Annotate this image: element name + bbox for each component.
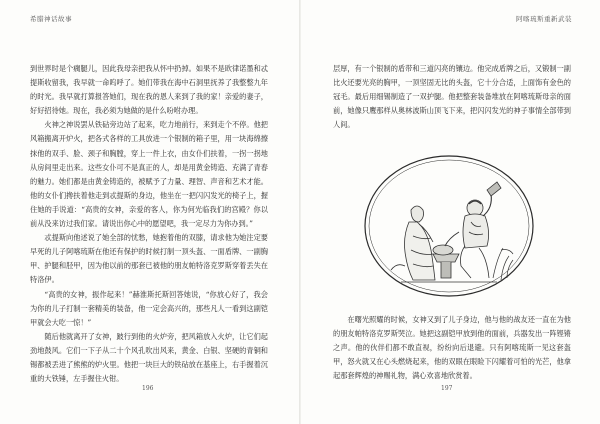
running-header: 希腊神话故事 — [30, 15, 72, 23]
paragraph: 在曙光照耀的时候，女神又到了儿子身边，他与他的战友还一直在为他的朋友帕特洛克罗斯哭泣。她把这副铠甲放到他的面前，兵器发出一阵铿锵之声。他的伙伴们都不敢直视，纷纷向后退避。只有阿喀琉斯一见这套盔甲，怒火就又在心头燃烧起来，他的双眼在眼睑下闪耀着可怕的光芒，他拿起那套辉煌的神赐礼物，满心欢喜地欣赏着。 — [333, 315, 571, 381]
body-text — [30, 62, 268, 386]
page-number: 197 — [441, 385, 453, 392]
right-page — [301, 0, 600, 424]
paragraph: 到世界时是个瘸腿儿，因此我母亲把我从怀中扔掉。如果不是欧律诺墨和忒提斯收留我，我早就一命呜呼了。她们带我在海中石洞里抚养了我整整九年的时光。我早就打算报答她们，现在我的恩人来到了我的家！亲爱的妻子，好好招待她。现在，我必须为她做的是什么吩咐办理。 — [30, 64, 268, 116]
hephaestus-forge-medallion-icon — [361, 150, 537, 300]
page-number: 196 — [142, 385, 154, 392]
paragraph: “高贵的女神，振作起来！”赫淮斯托斯回答她说，“你放心好了，我会为你的儿子打制一套精美的装备，他一定会高兴的，那些凡人一看到这副铠甲就会大吃一惊！” — [30, 289, 268, 327]
paragraph: 火神之神说罢从铁砧旁边站了起来，吃力地前行，来到走个不停。他把风箱搬离开炉火，把各式各样的工具放进一个银制的箱子里，用一块海绵擦抹他的双手、脸、颈子和胸膛，穿上一件上衣，由女仆们扶着，一拐一拐地从房间里走出来。这些女仆可不是真正的人，却是用黄金铸造、充满了青春的魅力。她们都是由黄金铸造的，被赋予了力量、理智、声音和艺术才能。他的女仆们搀扶着他走到忒提斯的身边，他坐在一把闪闪发光的椅子上，握住她的手说道：“高贵的女神，亲爱的客人，你为何光临我们的宫殿？你以前从没来访过我们家。请说出你心中的愿望吧，我一定尽力为你办到。” — [30, 120, 268, 229]
running-header: 阿喀琉斯重新武装 — [516, 15, 572, 23]
body-text-top — [333, 62, 571, 132]
body-text-bottom — [333, 313, 571, 383]
paragraph: 忒提斯向他述说了她全部的忧愁，她抱着他的双膝，请求他为她注定要早死的儿子阿喀琉斯在他还有保护的时候打制一顶头盔、一面盾牌、一副胸甲、护腿和胫甲，因为他以前的那套已被他的朋友帕特洛克罗斯穿着丢失在特洛伊。 — [30, 233, 268, 285]
left-page — [0, 0, 299, 424]
paragraph: 随后他就离开了女神，跛行到他的火炉旁，把风箱放入火炉，让它们起劲地鼓风。它们一下子从二十个风孔吹出风来，黄金、白银、坚硬的青铜和锡都被丢进了熊熊的炉火里。他把一块巨大的铁砧放在基座上，右手握着沉重的大铁锤，左手握住火钳。 — [30, 331, 268, 384]
paragraph: 层厚，有一个银制的盾带和三道闪亮的镶边。他完成盾牌之后，又锻制一副比火还要光亮的胸甲，一顶坚固无比的头盔，它十分合适，上面饰有金色的冠毛。最后用细锡制造了一双护腿。他把整套装备堆放在阿喀琉斯母亲的面前，她像只鹰那样从奥林波斯山顶飞下来，把闪闪发光的神子事情全部带到人间。 — [333, 64, 571, 130]
